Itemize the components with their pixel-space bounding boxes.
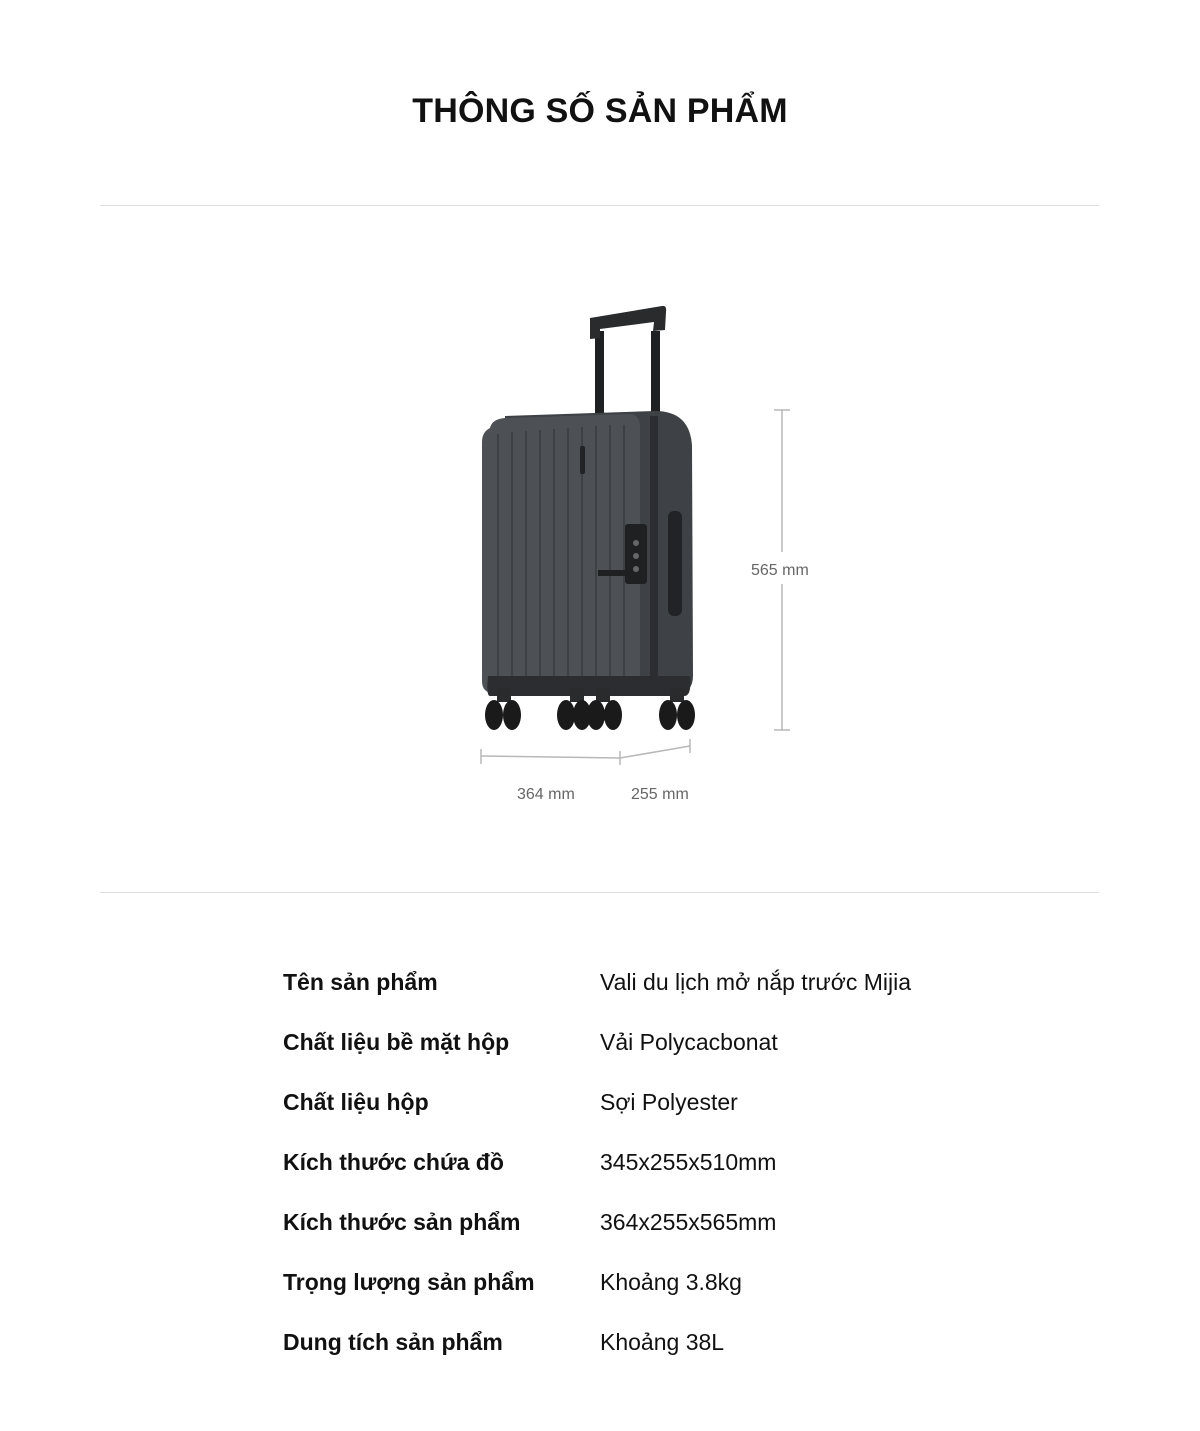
spec-row-storage-size — [283, 1132, 983, 1192]
spec-row-product-name — [283, 952, 983, 1012]
spec-row-box-material — [283, 1072, 983, 1132]
spec-label: Chất liệu bề mặt hộp — [283, 1028, 510, 1055]
base-dimension-line — [481, 739, 690, 765]
spec-table — [283, 952, 983, 1372]
suitcase-image — [0, 206, 1200, 892]
spec-row-product-size — [283, 1192, 983, 1252]
spec-row-surface-material — [283, 1012, 983, 1072]
spec-row-weight — [283, 1252, 983, 1312]
spec-value: 364x255x565mm — [600, 1208, 777, 1235]
handle-icon — [590, 306, 666, 421]
spec-label: Trọng lượng sản phẩm — [283, 1268, 535, 1295]
spec-label: Kích thước sản phẩm — [283, 1208, 521, 1235]
spec-label: Kích thước chứa đồ — [283, 1148, 504, 1175]
spec-value: Sợi Polyester — [600, 1088, 738, 1115]
bottom-divider — [100, 892, 1099, 893]
depth-dimension-label: 255 mm — [631, 786, 689, 803]
spec-label: Dung tích sản phẩm — [283, 1328, 503, 1355]
height-dimension-label: 565 mm — [751, 562, 809, 579]
width-dimension-label: 364 mm — [517, 786, 575, 803]
spec-value: 345x255x510mm — [600, 1148, 777, 1175]
page-title: THÔNG SỐ SẢN PHẨM — [412, 92, 788, 130]
spec-value: Khoảng 3.8kg — [600, 1268, 742, 1295]
spec-row-capacity — [283, 1312, 983, 1372]
spec-label: Tên sản phẩm — [283, 968, 438, 995]
spec-value: Vali du lịch mở nắp trước Mijia — [600, 968, 912, 995]
spec-label: Chất liệu hộp — [283, 1088, 429, 1115]
product-figure — [0, 206, 1200, 892]
spec-value: Khoảng 38L — [600, 1328, 725, 1355]
suitcase-body-icon — [482, 411, 693, 696]
spec-value: Vải Polycacbonat — [600, 1028, 778, 1055]
